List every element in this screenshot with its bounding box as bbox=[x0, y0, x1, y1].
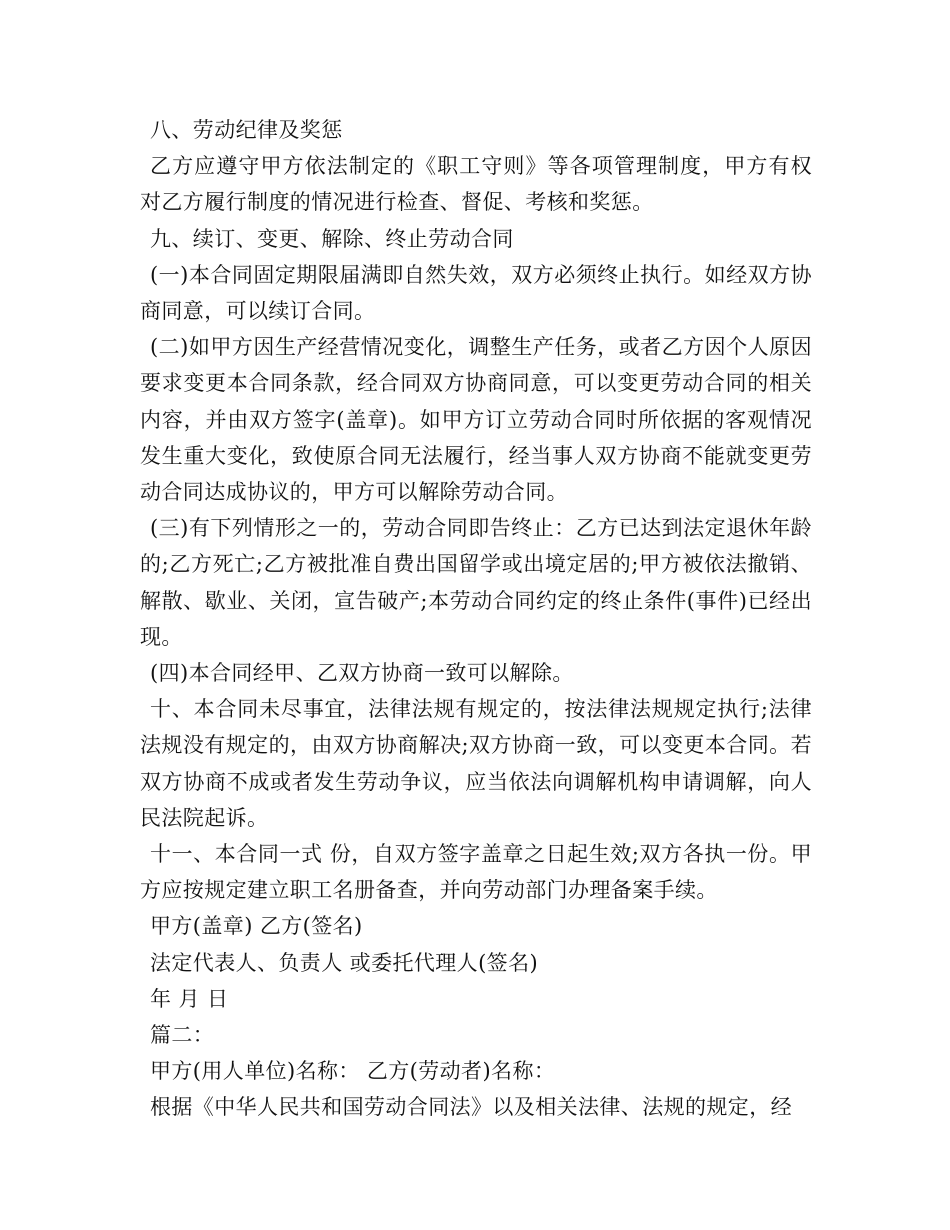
document-body bbox=[140, 112, 812, 1126]
section-eleven: 十一、本合同一式 份，自双方签字盖章之日起生效;双方各执一份。甲方应按规定建立职工名册备查，并向劳动部门办理备案手续。 bbox=[140, 842, 812, 903]
section-ten: 十、本合同未尽事宜，法律法规有规定的，按法律法规规定执行;法律法规没有规定的，由双方协商解决;双方协商一致，可以变更本合同。若双方协商不成或者发生劳动争议，应当依法向调解机构申请调解，向人民法院起诉。 bbox=[140, 697, 812, 830]
clause-3: (三)有下列情形之一的，劳动合同即告终止：乙方已达到法定退休年龄的;乙方死亡;乙方被批准自费出国留学或出境定居的;甲方被依法撤销、解散、歇业、关闭，宣告破产;本劳动合同约定的终止条件(事件)已经出现。 bbox=[140, 516, 812, 649]
clause-1: (一)本合同固定期限届满即自然失效，双方必须终止执行。如经双方协商同意，可以续订合同。 bbox=[140, 262, 812, 324]
section-heading-contract-changes: 九、续订、变更、解除、终止劳动合同 bbox=[150, 226, 514, 251]
clause-4: (四)本合同经甲、乙双方协商一致可以解除。 bbox=[150, 661, 574, 686]
paragraph: 乙方应遵守甲方依法制定的《职工守则》等各项管理制度，甲方有权对乙方履行制度的情况进行检查、督促、考核和奖惩。 bbox=[140, 154, 812, 215]
parties-names-line: 甲方(用人单位)名称： 乙方(劳动者)名称： bbox=[150, 1059, 556, 1084]
part-two-heading: 篇二： bbox=[150, 1023, 215, 1048]
clause-2: (二)如甲方因生产经营情况变化，调整生产任务，或者乙方因个人原因要求变更本合同条款，经合同双方协商同意，可以变更劳动合同的相关内容，并由双方签字(盖章)。如甲方订立劳动合同时所依据的客观情况发生重大变化，致使原合同无法履行，经当事人双方协商不能就变更劳动合同达成协议的，甲方可以解除劳动合同。 bbox=[140, 335, 812, 505]
signature-representative-line: 法定代表人、负责人 或委托代理人(签名) bbox=[150, 950, 539, 975]
section-heading-labor-discipline: 八、劳动纪律及奖惩 bbox=[150, 118, 343, 142]
date-line: 年 月 日 bbox=[150, 986, 229, 1011]
paragraph: 根据《中华人民共和国劳动合同法》以及相关法律、法规的规定，经 bbox=[150, 1095, 792, 1120]
signature-party-line: 甲方(盖章) 乙方(签名) bbox=[150, 914, 363, 939]
